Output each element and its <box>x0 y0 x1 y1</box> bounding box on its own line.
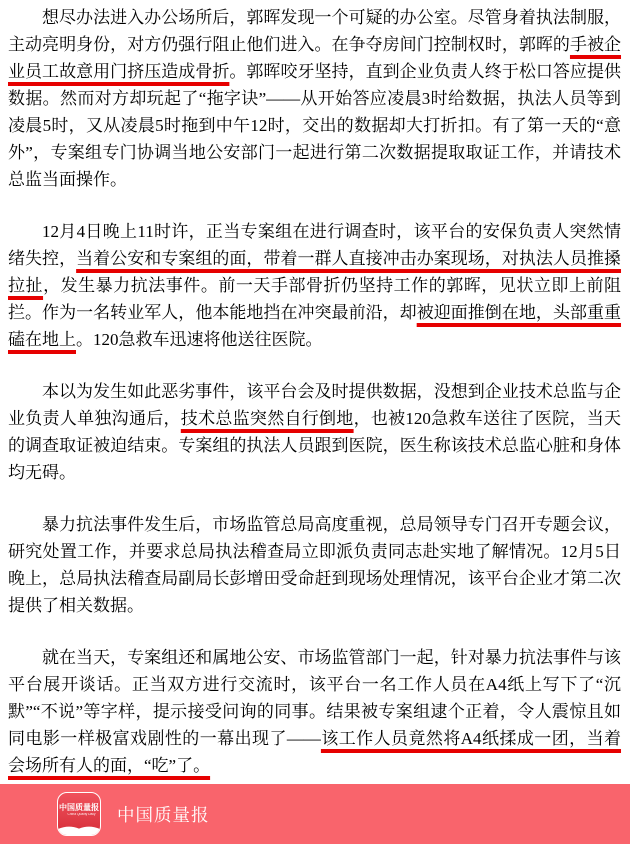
text-segment: 12月4日晚上11时许，正当专案组在进行调查时，该平台的安保负责人突然情绪失控， <box>8 222 621 268</box>
red-underlined-phrase: 被迎面推倒在地，头部重重磕在地上 <box>8 303 622 349</box>
red-underlined-phrase: 手被企业员工故意用门挤压造成骨折 <box>8 35 622 81</box>
text-segment: 。120急救车迅速将他送往医院。 <box>76 330 323 349</box>
paragraph <box>8 4 621 193</box>
red-underlined-phrase: 当着公安和专案组的面，带着一群人直接冲击办案现场，对执法人员推搡拉扯 <box>8 249 622 295</box>
logo-subtitle: China Quality Daily <box>67 813 96 817</box>
open-book-icon <box>58 824 100 835</box>
text-segment: ，发生暴力抗法事件。前一天手部骨折仍坚持工作的郭晖，见状立即上前阻拦。作为一名转业军人，他本能地挡在冲突最前沿，却 <box>8 276 622 322</box>
china-quality-daily-logo-icon <box>57 792 101 836</box>
paragraph <box>8 378 621 486</box>
text-segment: 就在当天，专案组还和属地公安、市场监管部门一起，针对暴力抗法事件与该平台展开谈话。正当双方进行交流时，该平台一名工作人员在A4纸上写下了“沉默”“不说”等字样，提示接受问询的同事。结果被专案组逮个正着，令人震惊且如同电影一样极富戏剧性的一幕出现了—— <box>8 648 621 748</box>
paragraph <box>8 218 621 353</box>
red-underlined-phrase: 技术总监突然自行倒地 <box>180 409 354 428</box>
paragraph <box>8 644 621 779</box>
text-segment: ，也被120急救车送往了医院，当天的调查取证被迫结束。专案组的执法人员跟到医院，医生称该技术总监心脏和身体均无碍。 <box>8 409 622 482</box>
text-segment: 想尽办法进入办公场所后，郭晖发现一个可疑的办公室。尽管身着执法制服，主动亮明身份，对方仍强行阻止他们进入。在争夺房间门控制权时，郭晖的 <box>8 8 621 54</box>
logo-title: 中国质量报 <box>59 803 99 812</box>
footer-banner[interactable] <box>0 784 630 844</box>
text-segment: 本以为发生如此恶劣事件，该平台会及时提供数据，没想到企业技术总监与企业负责人单独沟通后， <box>8 382 621 428</box>
footer-source-label: 中国质量报 <box>117 804 210 825</box>
paragraph <box>8 511 621 619</box>
text-segment: 暴力抗法事件发生后，市场监管总局高度重视，总局领导专门召开专题会议，研究处置工作，并要求总局执法稽查局立即派负责同志赴实地了解情况。12月5日晚上，总局执法稽查局副局长彭增田受命赶到现场处理情况，该平台企业才第二次提供了相关数据。 <box>8 515 621 615</box>
red-underlined-phrase: 该工作人员竟然将A4纸揉成一团，当着会场所有人的面，“吃”了。 <box>8 729 622 775</box>
text-segment: 。郭晖咬牙坚持，直到企业负责人终于松口答应提供数据。然而对方却玩起了“拖字诀”——从开始答应凌晨3时给数据，执法人员等到凌晨5时，又从凌晨5时拖到中午12时，交出的数据却大打折扣。有了第一天的“意外”，专案组专门协调当地公安部门一起进行第二次数据提取取证工作，并请技术总监当面操作。 <box>8 62 622 189</box>
